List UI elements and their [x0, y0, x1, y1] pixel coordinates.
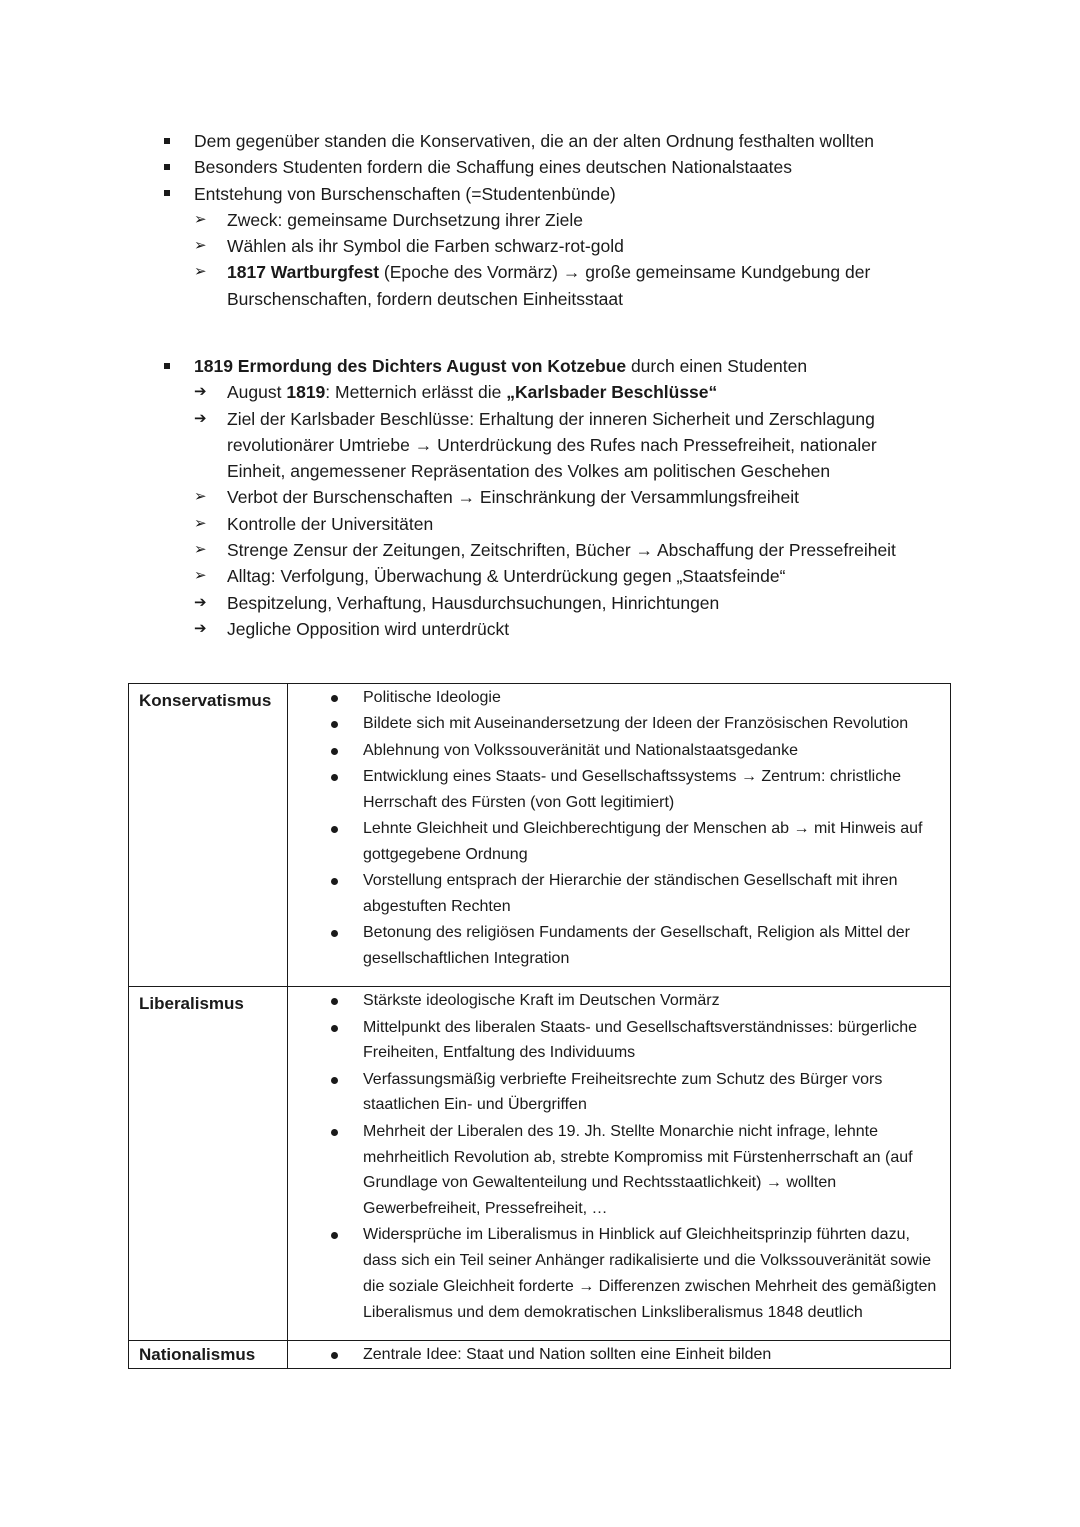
bullet-text: Dem gegenüber standen die Konservativen, die an der alten Ordnung festhalten wollten [194, 131, 875, 151]
kotzebue-rest: durch einen Studenten [626, 356, 808, 376]
square-bullet-icon [164, 128, 188, 154]
ideology-row [129, 1341, 951, 1369]
arrowhead-bullet-icon: ➢ [194, 263, 207, 281]
bullet-text: Besonders Studenten fordern die Schaffung eines deutschen Nationalstaates [194, 157, 793, 178]
karlsbad-point-text: Verbot der Burschenschaften → Einschränkung der Versammlungsfreiheit [227, 487, 799, 508]
ideology-bullet-item: Politische Ideologie [288, 685, 942, 711]
karlsbad-text [227, 379, 947, 405]
karlsbad-point-item [0, 511, 1080, 537]
bullet-item [0, 128, 1080, 154]
ideology-bullet-list [288, 988, 942, 1325]
karlsbad-year: 1819 [286, 382, 326, 403]
ideology-bullet-item: Lehnte Gleichheit und Gleichberechtigung der Menschen ab → mit Hinweis auf gottgegebene Ordnung [288, 816, 942, 868]
wartburgfest-item [0, 259, 1080, 312]
karlsbad-point-item [0, 616, 1080, 642]
ideology-row [129, 987, 951, 1341]
sub-bullet-item [0, 207, 1080, 233]
sub-bullet-text: Wählen als ihr Symbol die Farben schwarz-rot-gold [227, 236, 624, 257]
square-bullet-icon [164, 181, 188, 207]
kotzebue-title: 1819 Ermordung des Dichters August von Kotzebue [194, 356, 627, 376]
karlsbad-title: „Karlsbader Beschlüsse“ [506, 382, 718, 403]
ideology-row [129, 684, 951, 987]
ideology-bullet-item: Widersprüche im Liberalismus in Hinblick auf Gleichheitsprinzip führten dazu, dass sich ein Teil seiner Anhänger radikalisierte und die Volkssouveränität sowie die soziale Gleichheit forderte → Differenzen zwischen Mehrheit des gemäßigten Liberalismus und dem demokratischen Linksliberalismus 1848 deutlich [288, 1222, 942, 1325]
ideology-term: Nationalismus [129, 1341, 288, 1369]
intro-section [0, 128, 1080, 312]
sub-bullet-item [0, 233, 1080, 259]
ideology-description [288, 1341, 951, 1369]
karlsbad-mid: : Metternich erlässt die [325, 382, 507, 403]
arrow-right-icon: ➔ [194, 383, 207, 401]
karlsbad-point-item [0, 563, 1080, 589]
ideologies-table [128, 683, 951, 1369]
square-bullet-icon [164, 353, 188, 379]
ideology-description [288, 684, 951, 987]
arrow-item [0, 379, 1080, 405]
karlsbad-pre: August [227, 382, 287, 403]
karlsbad-goal-text: Ziel der Karlsbader Beschlüsse: Erhaltung der inneren Sicherheit und Zerschlagung revolutionärer Umtriebe → Unterdrückung des Rufes nach Pressefreiheit, nationaler Einheit, angemessener Repräsentation des Volkes am politischen Geschehen [227, 408, 877, 482]
arrowhead-bullet-icon: ➢ [194, 237, 207, 255]
ideology-bullet-item: Zentrale Idee: Staat und Nation sollten eine Einheit bilden [288, 1342, 942, 1368]
ideology-bullet-list [288, 685, 942, 972]
ideology-bullet-list [288, 1342, 942, 1368]
ideology-bullet-item: Mehrheit der Liberalen des 19. Jh. Stellte Monarchie nicht infrage, lehnte mehrheitlich Revolution ab, strebte Kompromiss mit Fürstenherrschaft an (auf Grundlage von Gewaltenteilung und Rechtsstaatlichkeit) → wollten Gewerbefreiheit, Pressefreiheit, … [288, 1119, 942, 1222]
arrow-right-icon: ➔ [194, 409, 207, 427]
karlsbad-section [0, 353, 1080, 642]
arrow-item [0, 406, 1080, 485]
arrow-right-icon: ➔ [194, 619, 207, 637]
karlsbad-point-item [0, 590, 1080, 616]
karlsbad-point-text: Kontrolle der Universitäten [227, 513, 434, 534]
square-bullet-icon [164, 154, 188, 180]
wartburgfest-title: 1817 Wartburgfest [227, 262, 380, 283]
kotzebue-text [194, 353, 807, 379]
bullet-item [0, 353, 1080, 379]
arrow-right-icon: ➔ [194, 593, 207, 611]
karlsbad-point-item [0, 537, 1080, 563]
ideology-description [288, 987, 951, 1341]
arrowhead-bullet-icon: ➢ [194, 541, 207, 559]
arrowhead-bullet-icon: ➢ [194, 514, 207, 532]
ideology-bullet-item: Ablehnung von Volkssouveränität und Nationalstaatsgedanke [288, 738, 942, 764]
karlsbad-point-text: Alltag: Verfolgung, Überwachung & Unterdrückung gegen „Staatsfeinde“ [227, 566, 786, 587]
karlsbad-point-text: Strenge Zensur der Zeitungen, Zeitschriften, Bücher → Abschaffung der Pressefreiheit [227, 540, 896, 561]
arrowhead-bullet-icon: ➢ [194, 488, 207, 506]
ideology-term: Liberalismus [129, 987, 288, 1341]
ideology-bullet-item: Verfassungsmäßig verbriefte Freiheitsrechte zum Schutz des Bürger vors staatlichen Ein- und Übergriffen [288, 1067, 942, 1119]
bullet-text: Entstehung von Burschenschaften (=Studentenbünde) [194, 183, 616, 204]
bullet-item [0, 181, 1080, 207]
ideology-bullet-item: Vorstellung entsprach der Hierarchie der ständischen Gesellschaft mit ihren abgestuften Rechten [288, 868, 942, 920]
ideology-bullet-item: Stärkste ideologische Kraft im Deutschen Vormärz [288, 988, 942, 1014]
ideology-term: Konservatismus [129, 684, 288, 987]
ideology-bullet-item: Mittelpunkt des liberalen Staats- und Gesellschaftsverständnisses: bürgerliche Freiheiten, Entfaltung des Individuums [288, 1015, 942, 1067]
karlsbad-point-text: Bespitzelung, Verhaftung, Hausdurchsuchungen, Hinrichtungen [227, 592, 720, 613]
sub-bullet-text: Zweck: gemeinsame Durchsetzung ihrer Ziele [227, 209, 583, 230]
wartburgfest-rest: (Epoche des Vormärz) → große gemeinsame Kundgebung der Burschenschaften, fordern deutschen Einheitsstaat [227, 262, 871, 309]
karlsbad-point-item [0, 484, 1080, 510]
ideology-bullet-item: Betonung des religiösen Fundaments der Gesellschaft, Religion als Mittel der gesellschaftlichen Integration [288, 920, 942, 972]
karlsbad-points-list [0, 484, 1080, 642]
karlsbad-point-text: Jegliche Opposition wird unterdrückt [227, 618, 510, 639]
ideology-bullet-item: Entwicklung eines Staats- und Gesellschaftssystems → Zentrum: christliche Herrschaft des Fürsten (von Gott legitimiert) [288, 764, 942, 816]
ideology-bullet-item: Bildete sich mit Auseinandersetzung der Ideen der Französischen Revolution [288, 711, 942, 737]
wartburgfest-text [227, 259, 927, 312]
arrowhead-bullet-icon: ➢ [194, 210, 207, 228]
arrowhead-bullet-icon: ➢ [194, 567, 207, 585]
bullet-item [0, 154, 1080, 180]
